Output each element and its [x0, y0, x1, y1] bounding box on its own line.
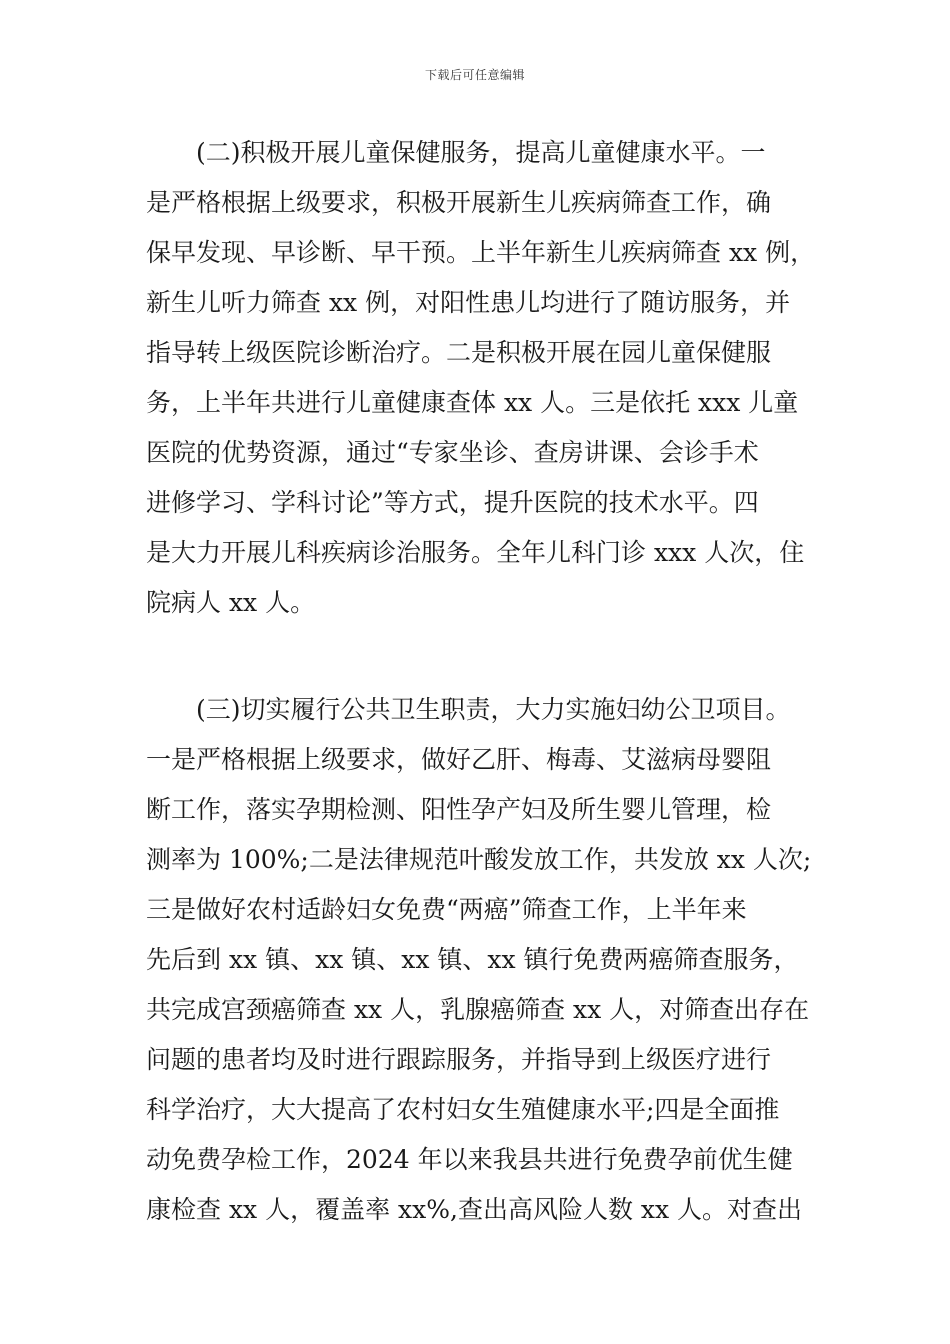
text-line: 断工作，落实孕期检测、阳性孕产妇及所生婴儿管理，检 — [146, 795, 772, 824]
paragraph-spacer — [146, 628, 818, 685]
text-line: 三是做好农村适龄妇女免费“两癌”筛查工作，上半年来 — [146, 895, 747, 924]
text-line: 是大力开展儿科疾病诊治服务。全年儿科门诊 xxx 人次，住 — [146, 538, 805, 567]
text-line: 先后到 xx 镇、xx 镇、xx 镇、xx 镇行免费两癌筛查服务， — [146, 945, 799, 974]
text-line: 问题的患者均及时进行跟踪服务，并指导到上级医疗进行 — [146, 1045, 772, 1074]
paragraph-child-health — [146, 128, 818, 628]
text-line: 一是严格根据上级要求，做好乙肝、梅毒、艾滋病母婴阻 — [146, 745, 772, 774]
text-line: 测率为 100%;二是法律规范叶酸发放工作，共发放 xx 人次; — [146, 845, 812, 874]
text-line: 务，上半年共进行儿童健康查体 xx 人。三是依托 xxx 儿童 — [146, 388, 799, 417]
page-header: 下载后可任意编辑 — [424, 68, 525, 82]
text-line: 医院的优势资源，通过“专家坐诊、查房讲课、会诊手术 — [146, 438, 759, 467]
paragraph-public-health — [146, 685, 818, 1235]
text-line: 康检查 xx 人，覆盖率 xx%,查出高风险人数 xx 人。对查出 — [146, 1195, 803, 1224]
document-body — [146, 128, 818, 1235]
text-line: 科学治疗，大大提高了农村妇女生殖健康水平;四是全面推 — [146, 1095, 780, 1124]
text-line: (三)切实履行公共卫生职责，大力实施妇幼公卫项目。 — [146, 695, 791, 724]
text-line: 共完成宫颈癌筛查 xx 人，乳腺癌筛查 xx 人，对筛查出存在 — [146, 995, 810, 1024]
text-line: 进修学习、学科讨论”等方式，提升医院的技术水平。四 — [146, 488, 759, 517]
text-line: 保早发现、早诊断、早干预。上半年新生儿疾病筛查 xx 例， — [146, 238, 816, 267]
text-line: 动免费孕检工作，2024 年以来我县共进行免费孕前优生健 — [146, 1145, 793, 1174]
text-line: 院病人 xx 人。 — [146, 588, 316, 617]
text-line: 是严格根据上级要求，积极开展新生儿疾病筛查工作，确 — [146, 188, 772, 217]
text-line: (二)积极开展儿童保健服务，提高儿童健康水平。一 — [146, 138, 766, 167]
text-line: 新生儿听力筛查 xx 例，对阳性患儿均进行了随访服务，并 — [146, 288, 791, 317]
text-line: 指导转上级医院诊断治疗。二是积极开展在园儿童保健服 — [146, 338, 772, 367]
